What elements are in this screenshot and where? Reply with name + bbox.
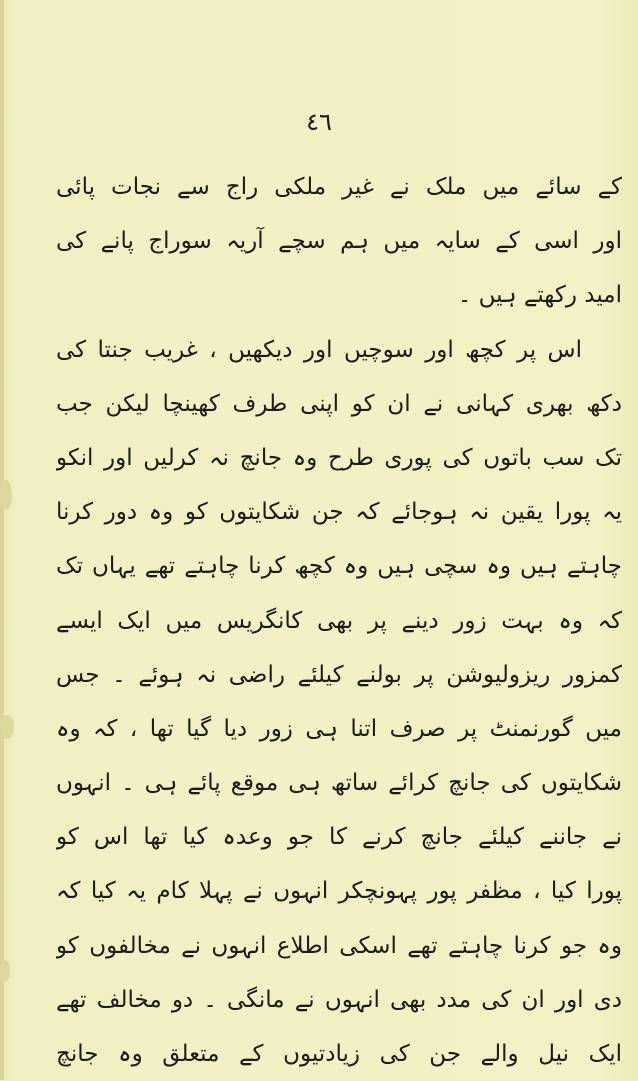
text-line: دکھ بھری کہانی نے ان کو اپنی طرف کھینچا لیکن جب xyxy=(56,390,622,417)
text-line: ایک نیل والے جن کی زیادتیوں کے متعلق وہ جانچ xyxy=(56,1041,622,1067)
text-line: تک سب باتوں کی پوری طرح وہ جانچ نہ کرلیں اور انکو xyxy=(56,444,622,471)
text-line: شکایتوں کی جانچ کرائے ساتھ ہی موقع پائے ہی ۔ انہوں xyxy=(56,770,622,797)
page-body-text xyxy=(56,160,622,1081)
text-line: اور اسی کے سایہ میں ہم سچے آریہ سوراج پانے کی xyxy=(56,228,622,255)
paper-tear-mark xyxy=(0,715,14,739)
text-line: دی اور ان کی مدد بھی انہوں نے مانگی ۔ دو مخالف تھے xyxy=(56,986,622,1013)
text-line: کے سائے میں ملک نے غیر ملکی راج سے نجات پائی xyxy=(56,174,622,200)
text-line: نے جاننے کیلئے جانچ کرنے کا جو وعدہ کیا تھا اس کو xyxy=(56,824,622,851)
text-line: کمزور ریزولیوشن پر بولنے کیلئے راضی نہ ہوئے ۔ جس xyxy=(56,661,622,688)
text-line: چاہتے ہیں وہ سچی ہیں وہ کچھ کرنا چاہتے تھے یہاں تک xyxy=(56,553,622,580)
text-line: اس پر کچھ اور سوچیں اور دیکھیں ، غریب جنتا کی xyxy=(56,336,582,363)
text-line: میں گورنمنٹ پر صرف اتنا ہی زور دیا گیا تھا ، کہ وہ xyxy=(56,715,622,742)
paper-tear-mark xyxy=(0,480,12,510)
page-number: ٤٦ xyxy=(306,108,332,136)
paper-tear-mark xyxy=(0,960,10,982)
text-line: امید رکھتے ہیں ۔ xyxy=(457,282,622,309)
text-line: یہ پورا یقین نہ ہوجائے کہ جن شکایتوں کو وہ دور کرنا xyxy=(56,499,622,526)
text-line: کہ وہ بہت زور دینے پر بھی کانگریس میں ایک ایسے xyxy=(56,607,622,634)
text-line: وہ جو کرنا چاہتے تھے اسکی اطلاع انہوں نے مخالفوں کو xyxy=(56,932,622,959)
page-edge xyxy=(0,0,4,1080)
text-line: پورا کیا ، مظفر پور پہونچکر انہوں نے پہلا کام یہ کیا کہ xyxy=(56,878,622,905)
